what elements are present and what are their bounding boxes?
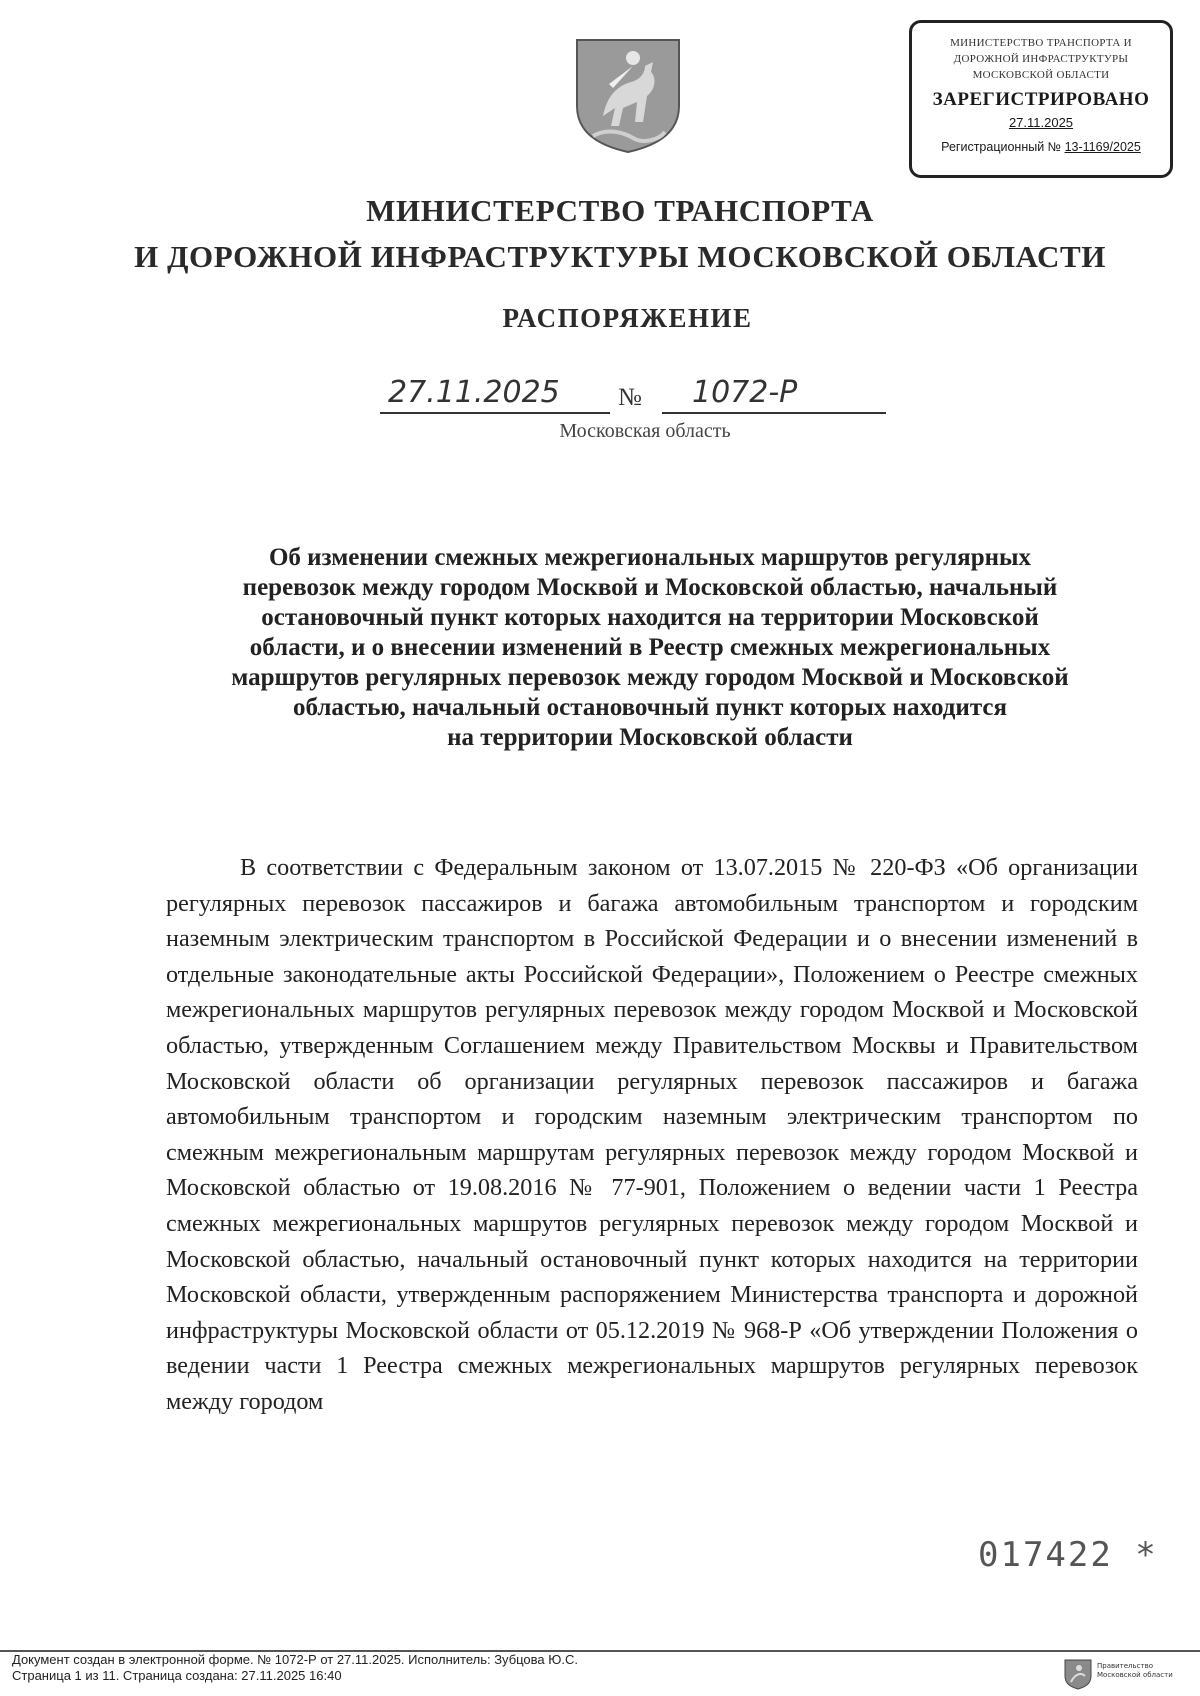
footer-line: Страница 1 из 11. Страница создана: 27.11.2025 16:40 [12, 1668, 342, 1683]
body-paragraph: В соответствии с Федеральным законом от 13.07.2015 № 220-ФЗ «Об организации регулярных перевозок пассажиров и багажа автомобильным транспортом и городским наземным электрическим транспортом в Российской Федерации и о внесении изменений в отдельные законодательные акты Российской Федерации», Положением о Реестре смежных межрегиональных маршрутов регулярных перевозок между городом Москвой и Московской областью, утвержденным Соглашением между Правительством Москвы и Правительством Московской области об организации регулярных перевозок пассажиров и багажа автомобильным транспортом и городским наземным электрическим транспортом по смежным межрегиональным маршрутам регулярных перевозок между городом Москвой и Московской областью от 19.08.2016 № 77-901, Положением о ведении части 1 Реестра смежных межрегиональных маршрутов регулярных перевозок между городом Москвой и Московской областью, начальный остановочный пункт которых находится на территории Московской области, утвержденным распоряжением Министерства транспорта и дорожной инфраструктуры Московской области от 05.12.2019 № 968-Р «Об утверждении Положения о ведении части 1 Реестра смежных межрегиональных маршрутов регулярных перевозок между городом [166, 854, 1138, 1415]
handwritten-date: 27.11.2025 [388, 375, 560, 410]
registration-stamp [909, 20, 1173, 178]
handwritten-number: 1072-Р [692, 375, 798, 410]
stamp-org-line: МОСКОВСКОЙ ОБЛАСТИ [972, 69, 1110, 81]
coat-of-arms-icon [573, 36, 683, 154]
footer-line: Документ создан в электронной форме. № 1072-Р от 27.11.2025. Исполнитель: Зубцова Ю.С. [12, 1652, 579, 1667]
subject-line: маршрутов регулярных перевозок между городом Москвой и Московской [231, 664, 1069, 691]
ministry-title-line: И ДОРОЖНОЙ ИНФРАСТРУКТУРЫ МОСКОВСКОЙ ОБЛАСТИ [134, 239, 1106, 274]
ministry-title [100, 188, 1140, 280]
stamp-org-line: МИНИСТЕРСТВО ТРАНСПОРТА И [950, 37, 1132, 49]
stamp-registration [912, 140, 1170, 154]
stamp-reg-label: Регистрационный № [941, 140, 1062, 154]
subject-line: на территории Московской области [447, 724, 853, 751]
stamp-reg-number: 13-1169/2025 [1064, 140, 1141, 154]
stamp-org-line: ДОРОЖНОЙ ИНФРАСТРУКТУРЫ [953, 53, 1129, 65]
stamp-date: 27.11.2025 [1008, 115, 1074, 130]
stamp-status: ЗАРЕГИСТРИРОВАНО [932, 89, 1150, 110]
place-of-issue: Московская область [559, 420, 731, 442]
government-emblem-icon [1063, 1658, 1093, 1690]
date-number-line [380, 376, 900, 416]
subject-line: области, и о внесении изменений в Реестр смежных межрегиональных [249, 634, 1051, 661]
government-label-line: Московской области [1097, 1671, 1173, 1679]
ministry-title-line: МИНИСТЕРСТВО ТРАНСПОРТА [366, 193, 874, 228]
document-serial-number: 017422 * [978, 1535, 1158, 1575]
document-subject [170, 543, 1130, 753]
government-label [1097, 1662, 1197, 1680]
subject-line: Об изменении смежных межрегиональных маршрутов регулярных [268, 544, 1032, 571]
government-label-line: Правительство [1097, 1662, 1153, 1670]
number-sign: № [618, 384, 642, 411]
footer-info [12, 1652, 578, 1684]
document-type: РАСПОРЯЖЕНИЕ [502, 303, 753, 333]
date-underline [380, 412, 610, 414]
subject-line: перевозок между городом Москвой и Московской областью, начальный [242, 574, 1058, 601]
number-underline [662, 412, 886, 414]
subject-line: остановочный пункт которых находится на территории Московской [261, 604, 1039, 631]
subject-line: областью, начальный остановочный пункт которых находится [292, 694, 1008, 721]
